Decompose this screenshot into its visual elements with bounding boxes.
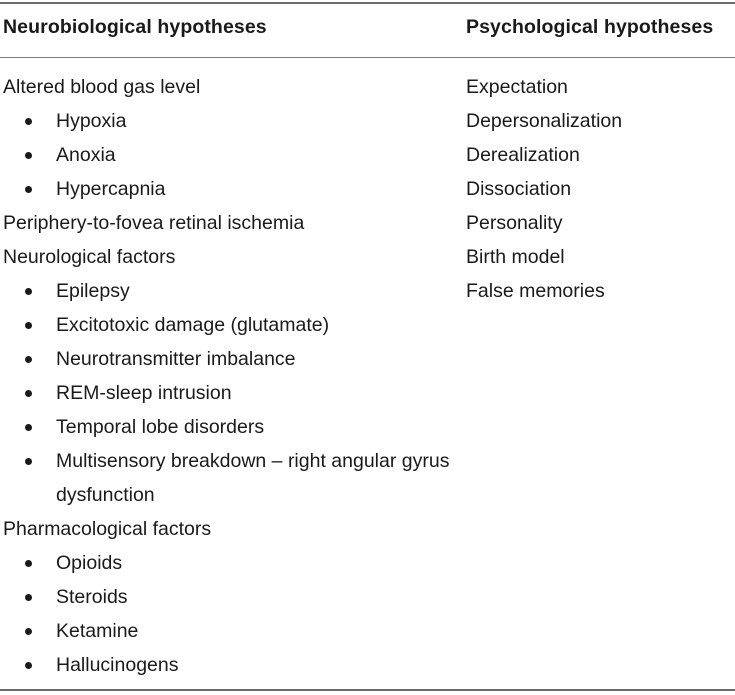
bullet-icon — [25, 390, 32, 397]
item-text: Pharmacological factors — [3, 518, 212, 540]
item-text: Epilepsy — [56, 280, 130, 302]
item-text: Ketamine — [56, 620, 139, 642]
bullet-icon — [25, 424, 32, 431]
bullet-icon — [25, 560, 32, 567]
list-item — [3, 172, 458, 206]
list-item: Expectation — [466, 76, 568, 98]
item-text: Anoxia — [56, 144, 116, 166]
list-item — [3, 580, 458, 614]
item-text: Neurotransmitter imbalance — [56, 348, 296, 370]
item-text: Altered blood gas level — [3, 76, 201, 98]
list-item — [3, 512, 458, 546]
item-text: Steroids — [56, 586, 128, 608]
list-item: Dissociation — [466, 178, 572, 200]
list-item: Birth model — [466, 246, 565, 268]
neurobiological-list — [3, 70, 458, 682]
list-item: Personality — [466, 212, 563, 234]
list-item — [3, 308, 458, 342]
bullet-icon — [25, 628, 32, 635]
item-text: Hypercapnia — [56, 178, 166, 200]
list-item — [3, 614, 458, 648]
bullet-icon — [25, 118, 32, 125]
item-text: Multisensory breakdown – right angular gyrus dysfunction — [56, 450, 450, 506]
list-item — [3, 138, 458, 172]
list-item — [3, 240, 458, 274]
header-psychological: Psychological hypotheses — [466, 16, 714, 38]
item-text: Hallucinogens — [56, 654, 179, 676]
list-item: Derealization — [466, 144, 580, 166]
list-item: False memories — [466, 280, 605, 302]
list-item — [3, 410, 458, 444]
table-header-rule — [0, 57, 735, 58]
table-top-rule — [0, 2, 735, 4]
list-item — [3, 546, 458, 580]
bullet-icon — [25, 288, 32, 295]
list-item — [3, 70, 458, 104]
header-neurobiological: Neurobiological hypotheses — [3, 16, 267, 38]
item-text: Periphery-to-fovea retinal ischemia — [3, 212, 305, 234]
psychological-list — [466, 70, 731, 308]
bullet-icon — [25, 458, 32, 465]
list-item — [3, 274, 458, 308]
list-item — [3, 444, 456, 512]
list-item — [3, 206, 458, 240]
list-item — [3, 342, 458, 376]
list-item — [3, 376, 458, 410]
bullet-icon — [25, 322, 32, 329]
bullet-icon — [25, 594, 32, 601]
bullet-icon — [25, 662, 32, 669]
bullet-icon — [25, 356, 32, 363]
list-item: Depersonalization — [466, 110, 623, 132]
bullet-icon — [25, 186, 32, 193]
item-text: REM-sleep intrusion — [56, 382, 232, 404]
bullet-icon — [25, 152, 32, 159]
item-text: Hypoxia — [56, 110, 127, 132]
list-item — [3, 648, 458, 682]
item-text: Excitotoxic damage (glutamate) — [56, 314, 330, 336]
item-text: Opioids — [56, 552, 123, 574]
item-text: Neurological factors — [3, 246, 176, 268]
list-item — [3, 104, 458, 138]
table-bottom-rule — [0, 689, 735, 691]
item-text: Temporal lobe disorders — [56, 416, 265, 438]
